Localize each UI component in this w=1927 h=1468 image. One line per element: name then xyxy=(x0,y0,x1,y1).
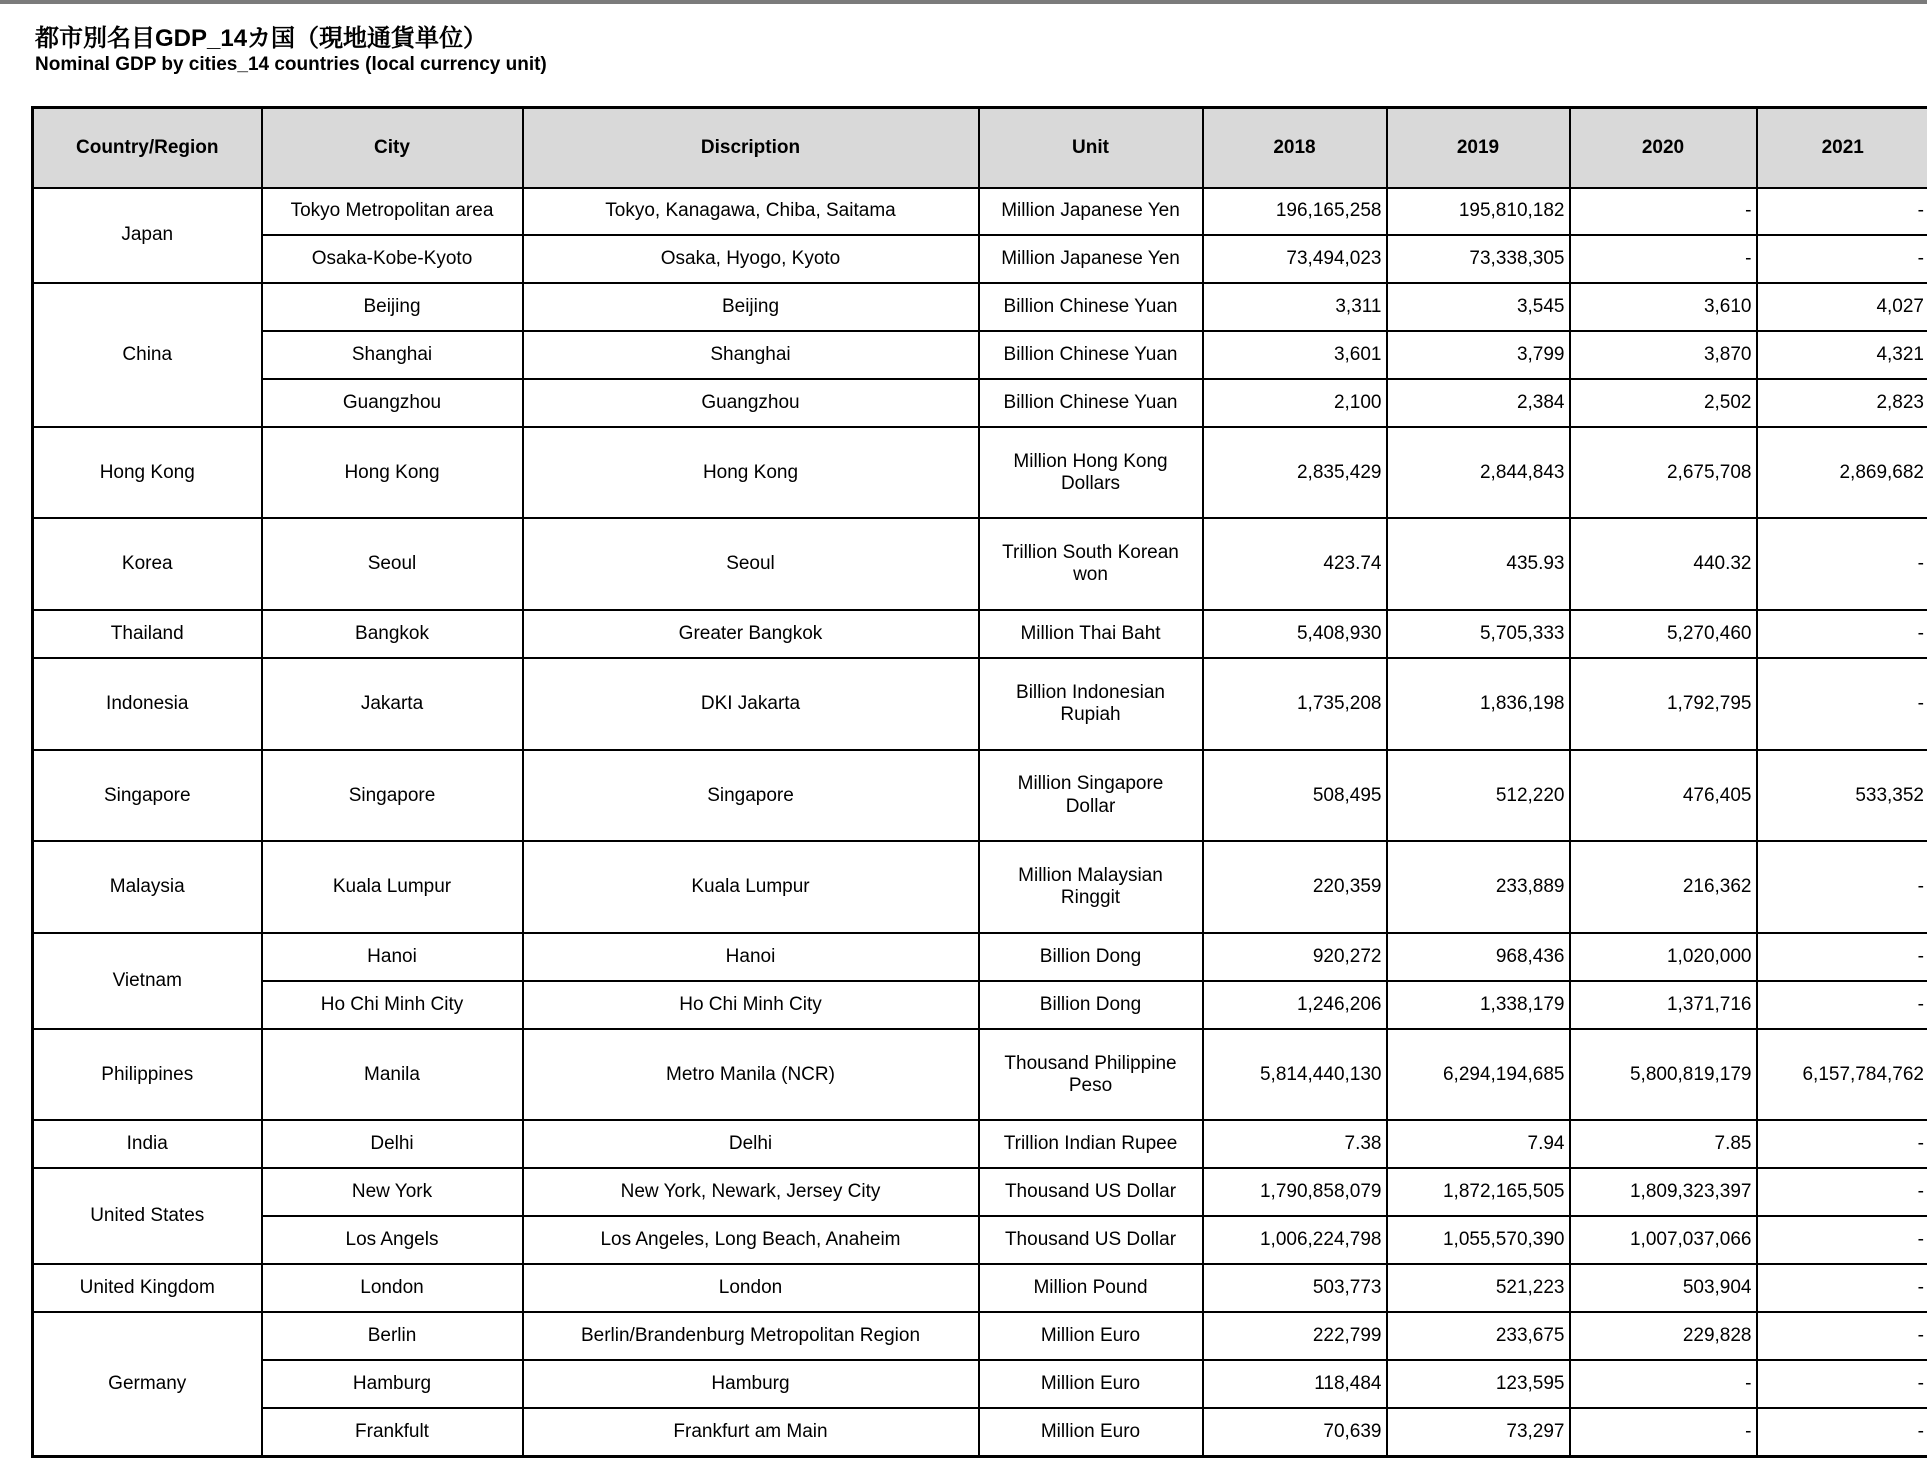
city-cell: Osaka-Kobe-Kyoto xyxy=(262,235,523,283)
column-header-2020: 2020 xyxy=(1570,108,1757,188)
table-row xyxy=(33,1360,1927,1408)
value-cell-2021: - xyxy=(1757,1168,1927,1216)
value-cell-2021: 4,321 xyxy=(1757,331,1927,379)
column-header-description: Discription xyxy=(523,108,979,188)
value-cell-2019: 3,799 xyxy=(1387,331,1570,379)
city-cell: Hamburg xyxy=(262,1360,523,1408)
value-cell-2021: - xyxy=(1757,610,1927,658)
table-row xyxy=(33,518,1927,610)
city-cell: Hanoi xyxy=(262,933,523,981)
value-cell-2020: 3,870 xyxy=(1570,331,1757,379)
value-cell-2021: - xyxy=(1757,1264,1927,1312)
value-cell-2018: 423.74 xyxy=(1203,518,1387,610)
description-cell: London xyxy=(523,1264,979,1312)
description-cell: Seoul xyxy=(523,518,979,610)
value-cell-2019: 435.93 xyxy=(1387,518,1570,610)
column-header-2019: 2019 xyxy=(1387,108,1570,188)
country-cell: United States xyxy=(33,1168,262,1264)
column-header-2018: 2018 xyxy=(1203,108,1387,188)
value-cell-2019: 5,705,333 xyxy=(1387,610,1570,658)
unit-cell: Thousand US Dollar xyxy=(979,1168,1203,1216)
city-cell: Berlin xyxy=(262,1312,523,1360)
value-cell-2021: - xyxy=(1757,658,1927,750)
description-cell: Beijing xyxy=(523,283,979,331)
description-cell: Frankfurt am Main xyxy=(523,1408,979,1457)
value-cell-2020: 229,828 xyxy=(1570,1312,1757,1360)
value-cell-2020: 7.85 xyxy=(1570,1120,1757,1168)
table-row xyxy=(33,1216,1927,1264)
value-cell-2021: 2,869,682 xyxy=(1757,427,1927,519)
value-cell-2018: 7.38 xyxy=(1203,1120,1387,1168)
value-cell-2020: 2,675,708 xyxy=(1570,427,1757,519)
value-cell-2018: 2,835,429 xyxy=(1203,427,1387,519)
unit-cell: Million Thai Baht xyxy=(979,610,1203,658)
value-cell-2021: 4,027 xyxy=(1757,283,1927,331)
value-cell-2018: 1,735,208 xyxy=(1203,658,1387,750)
column-header-unit: Unit xyxy=(979,108,1203,188)
table-body xyxy=(33,188,1927,1457)
value-cell-2019: 7.94 xyxy=(1387,1120,1570,1168)
city-cell: Guangzhou xyxy=(262,379,523,427)
table-row xyxy=(33,1312,1927,1360)
description-cell: Osaka, Hyogo, Kyoto xyxy=(523,235,979,283)
country-cell: Indonesia xyxy=(33,658,262,750)
value-cell-2020: 1,371,716 xyxy=(1570,981,1757,1029)
country-cell: Germany xyxy=(33,1312,262,1457)
column-header-city: City xyxy=(262,108,523,188)
table-row xyxy=(33,331,1927,379)
unit-cell: Million Hong Kong Dollars xyxy=(979,427,1203,519)
country-cell: Hong Kong xyxy=(33,427,262,519)
city-cell: Singapore xyxy=(262,750,523,842)
value-cell-2019: 123,595 xyxy=(1387,1360,1570,1408)
header-row xyxy=(33,108,1927,188)
city-cell: Shanghai xyxy=(262,331,523,379)
city-cell: Beijing xyxy=(262,283,523,331)
value-cell-2021: - xyxy=(1757,1360,1927,1408)
column-header-2021: 2021 xyxy=(1757,108,1927,188)
unit-cell: Trillion Indian Rupee xyxy=(979,1120,1203,1168)
table-row xyxy=(33,188,1927,236)
value-cell-2021: - xyxy=(1757,518,1927,610)
unit-cell: Billion Dong xyxy=(979,981,1203,1029)
value-cell-2019: 968,436 xyxy=(1387,933,1570,981)
value-cell-2021: - xyxy=(1757,1120,1927,1168)
value-cell-2018: 73,494,023 xyxy=(1203,235,1387,283)
value-cell-2018: 2,100 xyxy=(1203,379,1387,427)
value-cell-2020: 476,405 xyxy=(1570,750,1757,842)
value-cell-2020: 1,809,323,397 xyxy=(1570,1168,1757,1216)
value-cell-2019: 73,297 xyxy=(1387,1408,1570,1457)
table-row xyxy=(33,379,1927,427)
city-cell: Kuala Lumpur xyxy=(262,841,523,933)
table-row xyxy=(33,1120,1927,1168)
unit-cell: Million Euro xyxy=(979,1360,1203,1408)
table-header xyxy=(33,108,1927,188)
value-cell-2019: 1,338,179 xyxy=(1387,981,1570,1029)
table-row xyxy=(33,750,1927,842)
value-cell-2020: 1,792,795 xyxy=(1570,658,1757,750)
value-cell-2018: 222,799 xyxy=(1203,1312,1387,1360)
city-cell: Seoul xyxy=(262,518,523,610)
value-cell-2018: 5,408,930 xyxy=(1203,610,1387,658)
description-cell: Kuala Lumpur xyxy=(523,841,979,933)
country-cell: Thailand xyxy=(33,610,262,658)
value-cell-2018: 118,484 xyxy=(1203,1360,1387,1408)
value-cell-2020: 5,800,819,179 xyxy=(1570,1029,1757,1121)
value-cell-2020: - xyxy=(1570,1408,1757,1457)
unit-cell: Million Japanese Yen xyxy=(979,235,1203,283)
unit-cell: Billion Chinese Yuan xyxy=(979,379,1203,427)
value-cell-2019: 3,545 xyxy=(1387,283,1570,331)
description-cell: New York, Newark, Jersey City xyxy=(523,1168,979,1216)
value-cell-2021: - xyxy=(1757,235,1927,283)
value-cell-2018: 920,272 xyxy=(1203,933,1387,981)
screen-top-edge xyxy=(0,0,1927,4)
unit-cell: Million Singapore Dollar xyxy=(979,750,1203,842)
city-cell: Manila xyxy=(262,1029,523,1121)
value-cell-2020: 5,270,460 xyxy=(1570,610,1757,658)
value-cell-2021: 2,823 xyxy=(1757,379,1927,427)
value-cell-2018: 1,246,206 xyxy=(1203,981,1387,1029)
value-cell-2020: 1,020,000 xyxy=(1570,933,1757,981)
city-cell: London xyxy=(262,1264,523,1312)
value-cell-2019: 1,055,570,390 xyxy=(1387,1216,1570,1264)
value-cell-2021: - xyxy=(1757,933,1927,981)
country-cell: Singapore xyxy=(33,750,262,842)
value-cell-2019: 73,338,305 xyxy=(1387,235,1570,283)
value-cell-2021: - xyxy=(1757,1312,1927,1360)
country-cell: Japan xyxy=(33,188,262,284)
table-row xyxy=(33,1264,1927,1312)
unit-cell: Million Malaysian Ringgit xyxy=(979,841,1203,933)
description-cell: Delhi xyxy=(523,1120,979,1168)
value-cell-2020: 3,610 xyxy=(1570,283,1757,331)
value-cell-2020: - xyxy=(1570,188,1757,236)
city-cell: Bangkok xyxy=(262,610,523,658)
unit-cell: Thousand Philippine Peso xyxy=(979,1029,1203,1121)
description-cell: Berlin/Brandenburg Metropolitan Region xyxy=(523,1312,979,1360)
unit-cell: Billion Indonesian Rupiah xyxy=(979,658,1203,750)
description-cell: Tokyo, Kanagawa, Chiba, Saitama xyxy=(523,188,979,236)
page-title-japanese: 都市別名目GDP_14カ国（現地通貨単位） xyxy=(35,25,488,52)
value-cell-2021: - xyxy=(1757,1216,1927,1264)
value-cell-2018: 5,814,440,130 xyxy=(1203,1029,1387,1121)
value-cell-2018: 220,359 xyxy=(1203,841,1387,933)
value-cell-2020: - xyxy=(1570,1360,1757,1408)
value-cell-2021: 6,157,784,762 xyxy=(1757,1029,1927,1121)
city-cell: Frankfult xyxy=(262,1408,523,1457)
unit-cell: Billion Chinese Yuan xyxy=(979,283,1203,331)
table-row xyxy=(33,658,1927,750)
value-cell-2020: 503,904 xyxy=(1570,1264,1757,1312)
table-row xyxy=(33,235,1927,283)
value-cell-2019: 2,844,843 xyxy=(1387,427,1570,519)
value-cell-2021: - xyxy=(1757,188,1927,236)
unit-cell: Million Euro xyxy=(979,1312,1203,1360)
description-cell: Greater Bangkok xyxy=(523,610,979,658)
table-row xyxy=(33,933,1927,981)
value-cell-2019: 233,675 xyxy=(1387,1312,1570,1360)
country-cell: China xyxy=(33,283,262,427)
column-header-country: Country/Region xyxy=(33,108,262,188)
unit-cell: Billion Chinese Yuan xyxy=(979,331,1203,379)
city-cell: Delhi xyxy=(262,1120,523,1168)
city-cell: Hong Kong xyxy=(262,427,523,519)
description-cell: Los Angeles, Long Beach, Anaheim xyxy=(523,1216,979,1264)
value-cell-2018: 3,311 xyxy=(1203,283,1387,331)
value-cell-2019: 233,889 xyxy=(1387,841,1570,933)
value-cell-2020: 440.32 xyxy=(1570,518,1757,610)
description-cell: Hong Kong xyxy=(523,427,979,519)
description-cell: Hanoi xyxy=(523,933,979,981)
value-cell-2020: 216,362 xyxy=(1570,841,1757,933)
country-cell: Vietnam xyxy=(33,933,262,1029)
gdp-table xyxy=(31,106,1927,1458)
value-cell-2019: 521,223 xyxy=(1387,1264,1570,1312)
description-cell: Hamburg xyxy=(523,1360,979,1408)
table-row xyxy=(33,283,1927,331)
city-cell: New York xyxy=(262,1168,523,1216)
country-cell: United Kingdom xyxy=(33,1264,262,1312)
country-cell: India xyxy=(33,1120,262,1168)
city-cell: Ho Chi Minh City xyxy=(262,981,523,1029)
description-cell: Metro Manila (NCR) xyxy=(523,1029,979,1121)
table-row xyxy=(33,1408,1927,1457)
value-cell-2021: - xyxy=(1757,981,1927,1029)
value-cell-2019: 195,810,182 xyxy=(1387,188,1570,236)
value-cell-2018: 3,601 xyxy=(1203,331,1387,379)
unit-cell: Thousand US Dollar xyxy=(979,1216,1203,1264)
table-row xyxy=(33,841,1927,933)
value-cell-2018: 70,639 xyxy=(1203,1408,1387,1457)
city-cell: Jakarta xyxy=(262,658,523,750)
value-cell-2021: 533,352 xyxy=(1757,750,1927,842)
description-cell: Ho Chi Minh City xyxy=(523,981,979,1029)
country-cell: Malaysia xyxy=(33,841,262,933)
value-cell-2020: - xyxy=(1570,235,1757,283)
country-cell: Korea xyxy=(33,518,262,610)
description-cell: DKI Jakarta xyxy=(523,658,979,750)
unit-cell: Billion Dong xyxy=(979,933,1203,981)
city-cell: Tokyo Metropolitan area xyxy=(262,188,523,236)
unit-cell: Million Japanese Yen xyxy=(979,188,1203,236)
description-cell: Shanghai xyxy=(523,331,979,379)
table-row xyxy=(33,1168,1927,1216)
value-cell-2018: 508,495 xyxy=(1203,750,1387,842)
table-row xyxy=(33,427,1927,519)
value-cell-2018: 196,165,258 xyxy=(1203,188,1387,236)
value-cell-2019: 1,872,165,505 xyxy=(1387,1168,1570,1216)
value-cell-2018: 1,790,858,079 xyxy=(1203,1168,1387,1216)
description-cell: Singapore xyxy=(523,750,979,842)
table-row xyxy=(33,981,1927,1029)
value-cell-2021: - xyxy=(1757,1408,1927,1457)
country-cell: Philippines xyxy=(33,1029,262,1121)
description-cell: Guangzhou xyxy=(523,379,979,427)
value-cell-2019: 2,384 xyxy=(1387,379,1570,427)
value-cell-2019: 1,836,198 xyxy=(1387,658,1570,750)
table-row xyxy=(33,1029,1927,1121)
city-cell: Los Angels xyxy=(262,1216,523,1264)
unit-cell: Trillion South Korean won xyxy=(979,518,1203,610)
unit-cell: Million Pound xyxy=(979,1264,1203,1312)
value-cell-2018: 503,773 xyxy=(1203,1264,1387,1312)
value-cell-2018: 1,006,224,798 xyxy=(1203,1216,1387,1264)
value-cell-2019: 6,294,194,685 xyxy=(1387,1029,1570,1121)
value-cell-2020: 1,007,037,066 xyxy=(1570,1216,1757,1264)
page-title-english: Nominal GDP by cities_14 countries (local currency unit) xyxy=(35,54,547,75)
value-cell-2021: - xyxy=(1757,841,1927,933)
value-cell-2019: 512,220 xyxy=(1387,750,1570,842)
value-cell-2020: 2,502 xyxy=(1570,379,1757,427)
unit-cell: Million Euro xyxy=(979,1408,1203,1457)
table-row xyxy=(33,610,1927,658)
